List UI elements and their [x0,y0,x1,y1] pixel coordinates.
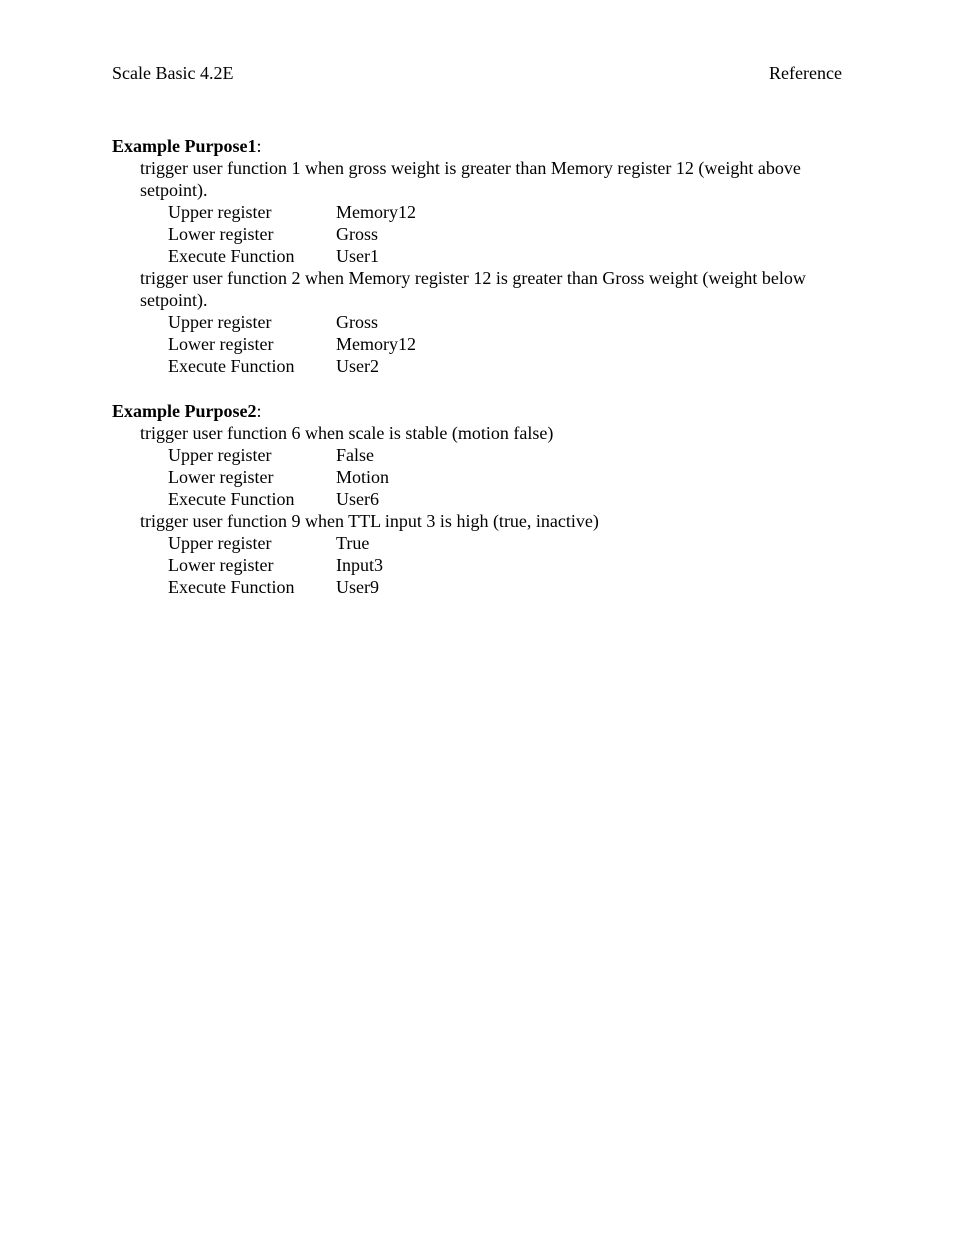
param-value: User6 [336,489,379,509]
param-label: Lower register [168,555,274,575]
param-label: Execute Function [168,489,295,509]
param-row-execute-function [112,488,842,510]
section-heading-text: Example Purpose1 [112,136,257,156]
param-value: Memory12 [336,202,416,222]
param-label: Lower register [168,467,274,487]
param-value: Memory12 [336,334,416,354]
page-header [112,62,842,84]
document-section-label: Reference [769,63,842,83]
example-description: trigger user function 2 when Memory register 12 is greater than Gross weight (weight below setpoint). [140,268,806,310]
param-label: Upper register [168,533,272,553]
param-label: Lower register [168,334,274,354]
param-row-lower-register [112,333,842,355]
param-label: Upper register [168,445,272,465]
section-spacer [112,377,842,400]
param-label: Upper register [168,202,272,222]
document-title: Scale Basic 4.2E [112,63,234,83]
param-value: False [336,445,374,465]
param-row-lower-register [112,223,842,245]
param-row-lower-register [112,554,842,576]
param-row-execute-function [112,576,842,598]
document-body [112,135,842,598]
param-row-upper-register [112,444,842,466]
example-description: trigger user function 9 when TTL input 3 is high (true, inactive) [140,511,599,531]
param-label: Execute Function [168,356,295,376]
param-label: Lower register [168,224,274,244]
param-row-execute-function [112,245,842,267]
example-description: trigger user function 6 when scale is stable (motion false) [140,423,554,443]
section-heading-purpose1 [112,135,842,157]
param-value: Gross [336,224,379,244]
param-value: Input3 [336,555,383,575]
section-heading-colon: : [256,136,262,156]
param-row-lower-register [112,466,842,488]
param-value: User9 [336,577,379,597]
param-value: Gross [336,312,379,332]
param-label: Execute Function [168,577,295,597]
section-heading-colon: : [256,401,262,421]
param-value: True [336,533,370,553]
param-label: Execute Function [168,246,295,266]
section-heading-purpose2 [112,400,842,422]
section-heading-text: Example Purpose2 [112,401,257,421]
param-label: Upper register [168,312,272,332]
param-value: Motion [336,467,390,487]
param-row-execute-function [112,355,842,377]
param-row-upper-register [112,311,842,333]
param-value: User1 [336,246,379,266]
param-row-upper-register [112,201,842,223]
param-value: User2 [336,356,379,376]
param-row-upper-register [112,532,842,554]
example-description: trigger user function 1 when gross weight is greater than Memory register 12 (weight above setpoint). [140,158,801,200]
